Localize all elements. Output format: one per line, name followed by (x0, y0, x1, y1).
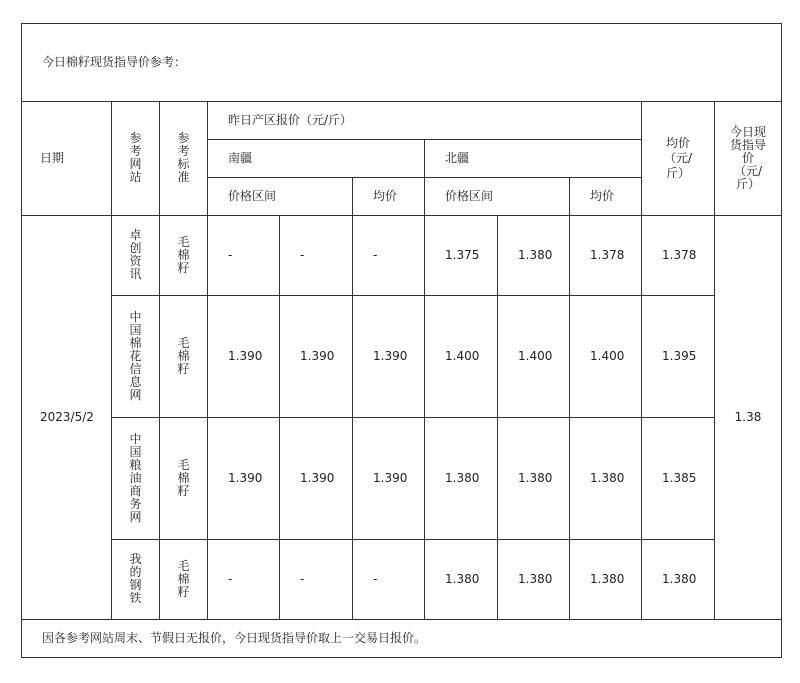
value-cell: 1.380 (498, 418, 570, 540)
value-cell: 1.380 (498, 540, 570, 620)
header-site: 参考网站 (112, 102, 160, 216)
header-standard: 参考标准 (160, 102, 208, 216)
value-cell: - (208, 216, 280, 296)
header-date: 日期 (22, 102, 112, 216)
site-cell: 卓创资讯 (112, 216, 160, 296)
date-cell: 2023/5/2 (22, 216, 112, 620)
value-cell: - (353, 216, 425, 296)
footnote: 因各参考网站周末、节假日无报价，今日现货指导价取上一交易日报价。 (22, 620, 782, 658)
value-cell: - (353, 540, 425, 620)
value-cell: 1.390 (208, 296, 280, 418)
value-cell: 1.375 (425, 216, 498, 296)
value-cell: 1.390 (280, 296, 353, 418)
standard-cell: 毛棉籽 (160, 540, 208, 620)
header-nanjiang-range: 价格区间 (208, 178, 353, 216)
site-cell: 中国粮油商务网 (112, 418, 160, 540)
header-today-price: 今日现货指导价（元/斤） (715, 102, 782, 216)
header-beijiang-range: 价格区间 (425, 178, 570, 216)
table-row (22, 540, 782, 620)
value-cell: - (280, 216, 353, 296)
value-cell: 1.390 (280, 418, 353, 540)
header-yesterday-quote: 昨日产区报价（元/斤） (208, 102, 642, 140)
avg-cell: 1.395 (642, 296, 715, 418)
header-nanjiang: 南疆 (208, 140, 425, 178)
site-cell: 我的钢铁 (112, 540, 160, 620)
value-cell: 1.380 (425, 418, 498, 540)
value-cell: 1.380 (570, 540, 642, 620)
price-table (21, 23, 782, 658)
today-price-cell: 1.38 (715, 216, 782, 620)
site-cell: 中国棉花信息网 (112, 296, 160, 418)
table-row (22, 418, 782, 540)
table-row (22, 216, 782, 296)
avg-cell: 1.380 (642, 540, 715, 620)
value-cell: 1.400 (570, 296, 642, 418)
value-cell: 1.390 (353, 296, 425, 418)
value-cell: - (280, 540, 353, 620)
table-title: 今日棉籽现货指导价参考： (22, 24, 782, 102)
avg-cell: 1.378 (642, 216, 715, 296)
value-cell: 1.380 (425, 540, 498, 620)
header-beijiang: 北疆 (425, 140, 642, 178)
value-cell: 1.380 (570, 418, 642, 540)
table-row (22, 296, 782, 418)
header-nanjiang-avg: 均价 (353, 178, 425, 216)
value-cell: 1.390 (208, 418, 280, 540)
value-cell: - (208, 540, 280, 620)
value-cell: 1.378 (570, 216, 642, 296)
avg-cell: 1.385 (642, 418, 715, 540)
header-beijiang-avg: 均价 (570, 178, 642, 216)
standard-cell: 毛棉籽 (160, 418, 208, 540)
value-cell: 1.400 (425, 296, 498, 418)
value-cell: 1.400 (498, 296, 570, 418)
header-avg: 均价（元/斤） (642, 102, 715, 216)
standard-cell: 毛棉籽 (160, 296, 208, 418)
value-cell: 1.380 (498, 216, 570, 296)
value-cell: 1.390 (353, 418, 425, 540)
standard-cell: 毛棉籽 (160, 216, 208, 296)
